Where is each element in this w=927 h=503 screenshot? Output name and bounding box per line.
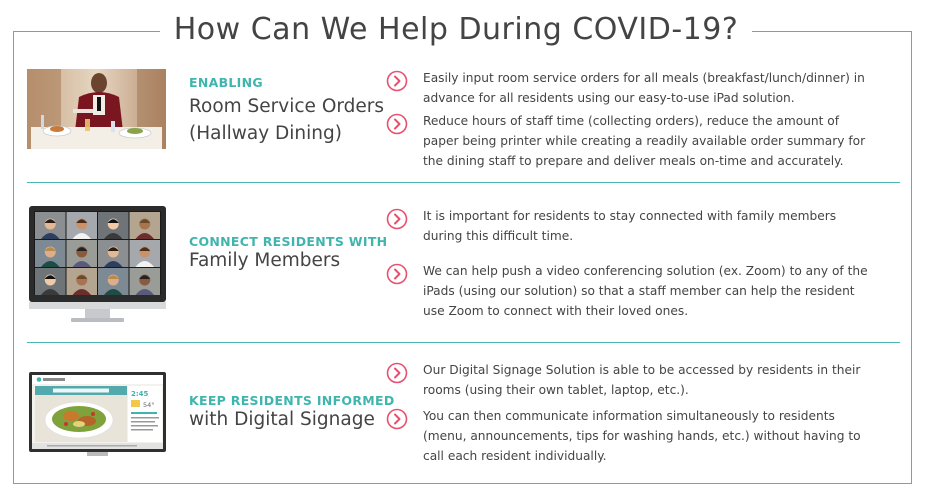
section-kicker: ENABLING <box>189 75 263 90</box>
bullet-text: You can then communicate information simultaneously to residents (menu, announcements, tips for washing hands, etc.) without having to call each resident individually. <box>423 409 861 463</box>
section-heading-line2: (Hallway Dining) <box>189 123 342 144</box>
bullet-text: Reduce hours of staff time (collecting orders), reduce the amount of paper being printer while creating a readily available order summary for the dining staff to prepare and deliver meals on-time and accurately. <box>423 114 866 168</box>
signage-temp: 54° <box>143 401 155 409</box>
room-service-photo <box>27 69 166 149</box>
bullet-item <box>386 68 865 110</box>
chevron-right-circle-icon <box>386 208 408 230</box>
section-divider <box>27 182 900 183</box>
bullet-text: We can help push a video conferencing solution (ex. Zoom) to any of the iPads (using our solution) so that a staff member can help the resident use Zoom to connect with their loved ones. <box>423 264 868 318</box>
bullet-item <box>386 111 866 171</box>
bullet-item <box>386 360 861 402</box>
signage-time: 2:45 <box>131 390 149 398</box>
chevron-right-circle-icon <box>386 70 408 92</box>
bullet-text: Our Digital Signage Solution is able to be accessed by residents in their rooms (using their own tablet, laptop, etc.). <box>423 363 861 397</box>
bullet-item <box>386 206 856 248</box>
bullet-item <box>386 261 868 321</box>
section-kicker: KEEP RESIDENTS INFORMED <box>189 393 395 408</box>
chevron-right-circle-icon <box>386 362 408 384</box>
chevron-right-circle-icon <box>386 263 408 285</box>
section-heading-line1: with Digital Signage <box>189 409 375 430</box>
section-divider <box>27 342 900 343</box>
section-heading-line1: Room Service Orders <box>189 96 385 117</box>
digital-signage-screen <box>27 372 168 458</box>
bullet-text: It is important for residents to stay connected with family members during this difficult time. <box>423 209 837 243</box>
video-conference-monitor <box>27 206 168 324</box>
bullet-item <box>386 406 861 466</box>
bullet-text: Easily input room service orders for all meals (breakfast/lunch/dinner) in advance for all residents using our easy-to-use iPad solution. <box>423 71 865 105</box>
section-kicker: CONNECT RESIDENTS WITH <box>189 234 388 249</box>
section-heading-line1: Family Members <box>189 250 341 271</box>
chevron-right-circle-icon <box>386 113 408 135</box>
chevron-right-circle-icon <box>386 408 408 430</box>
page-title: How Can We Help During COVID-19? <box>160 8 752 54</box>
